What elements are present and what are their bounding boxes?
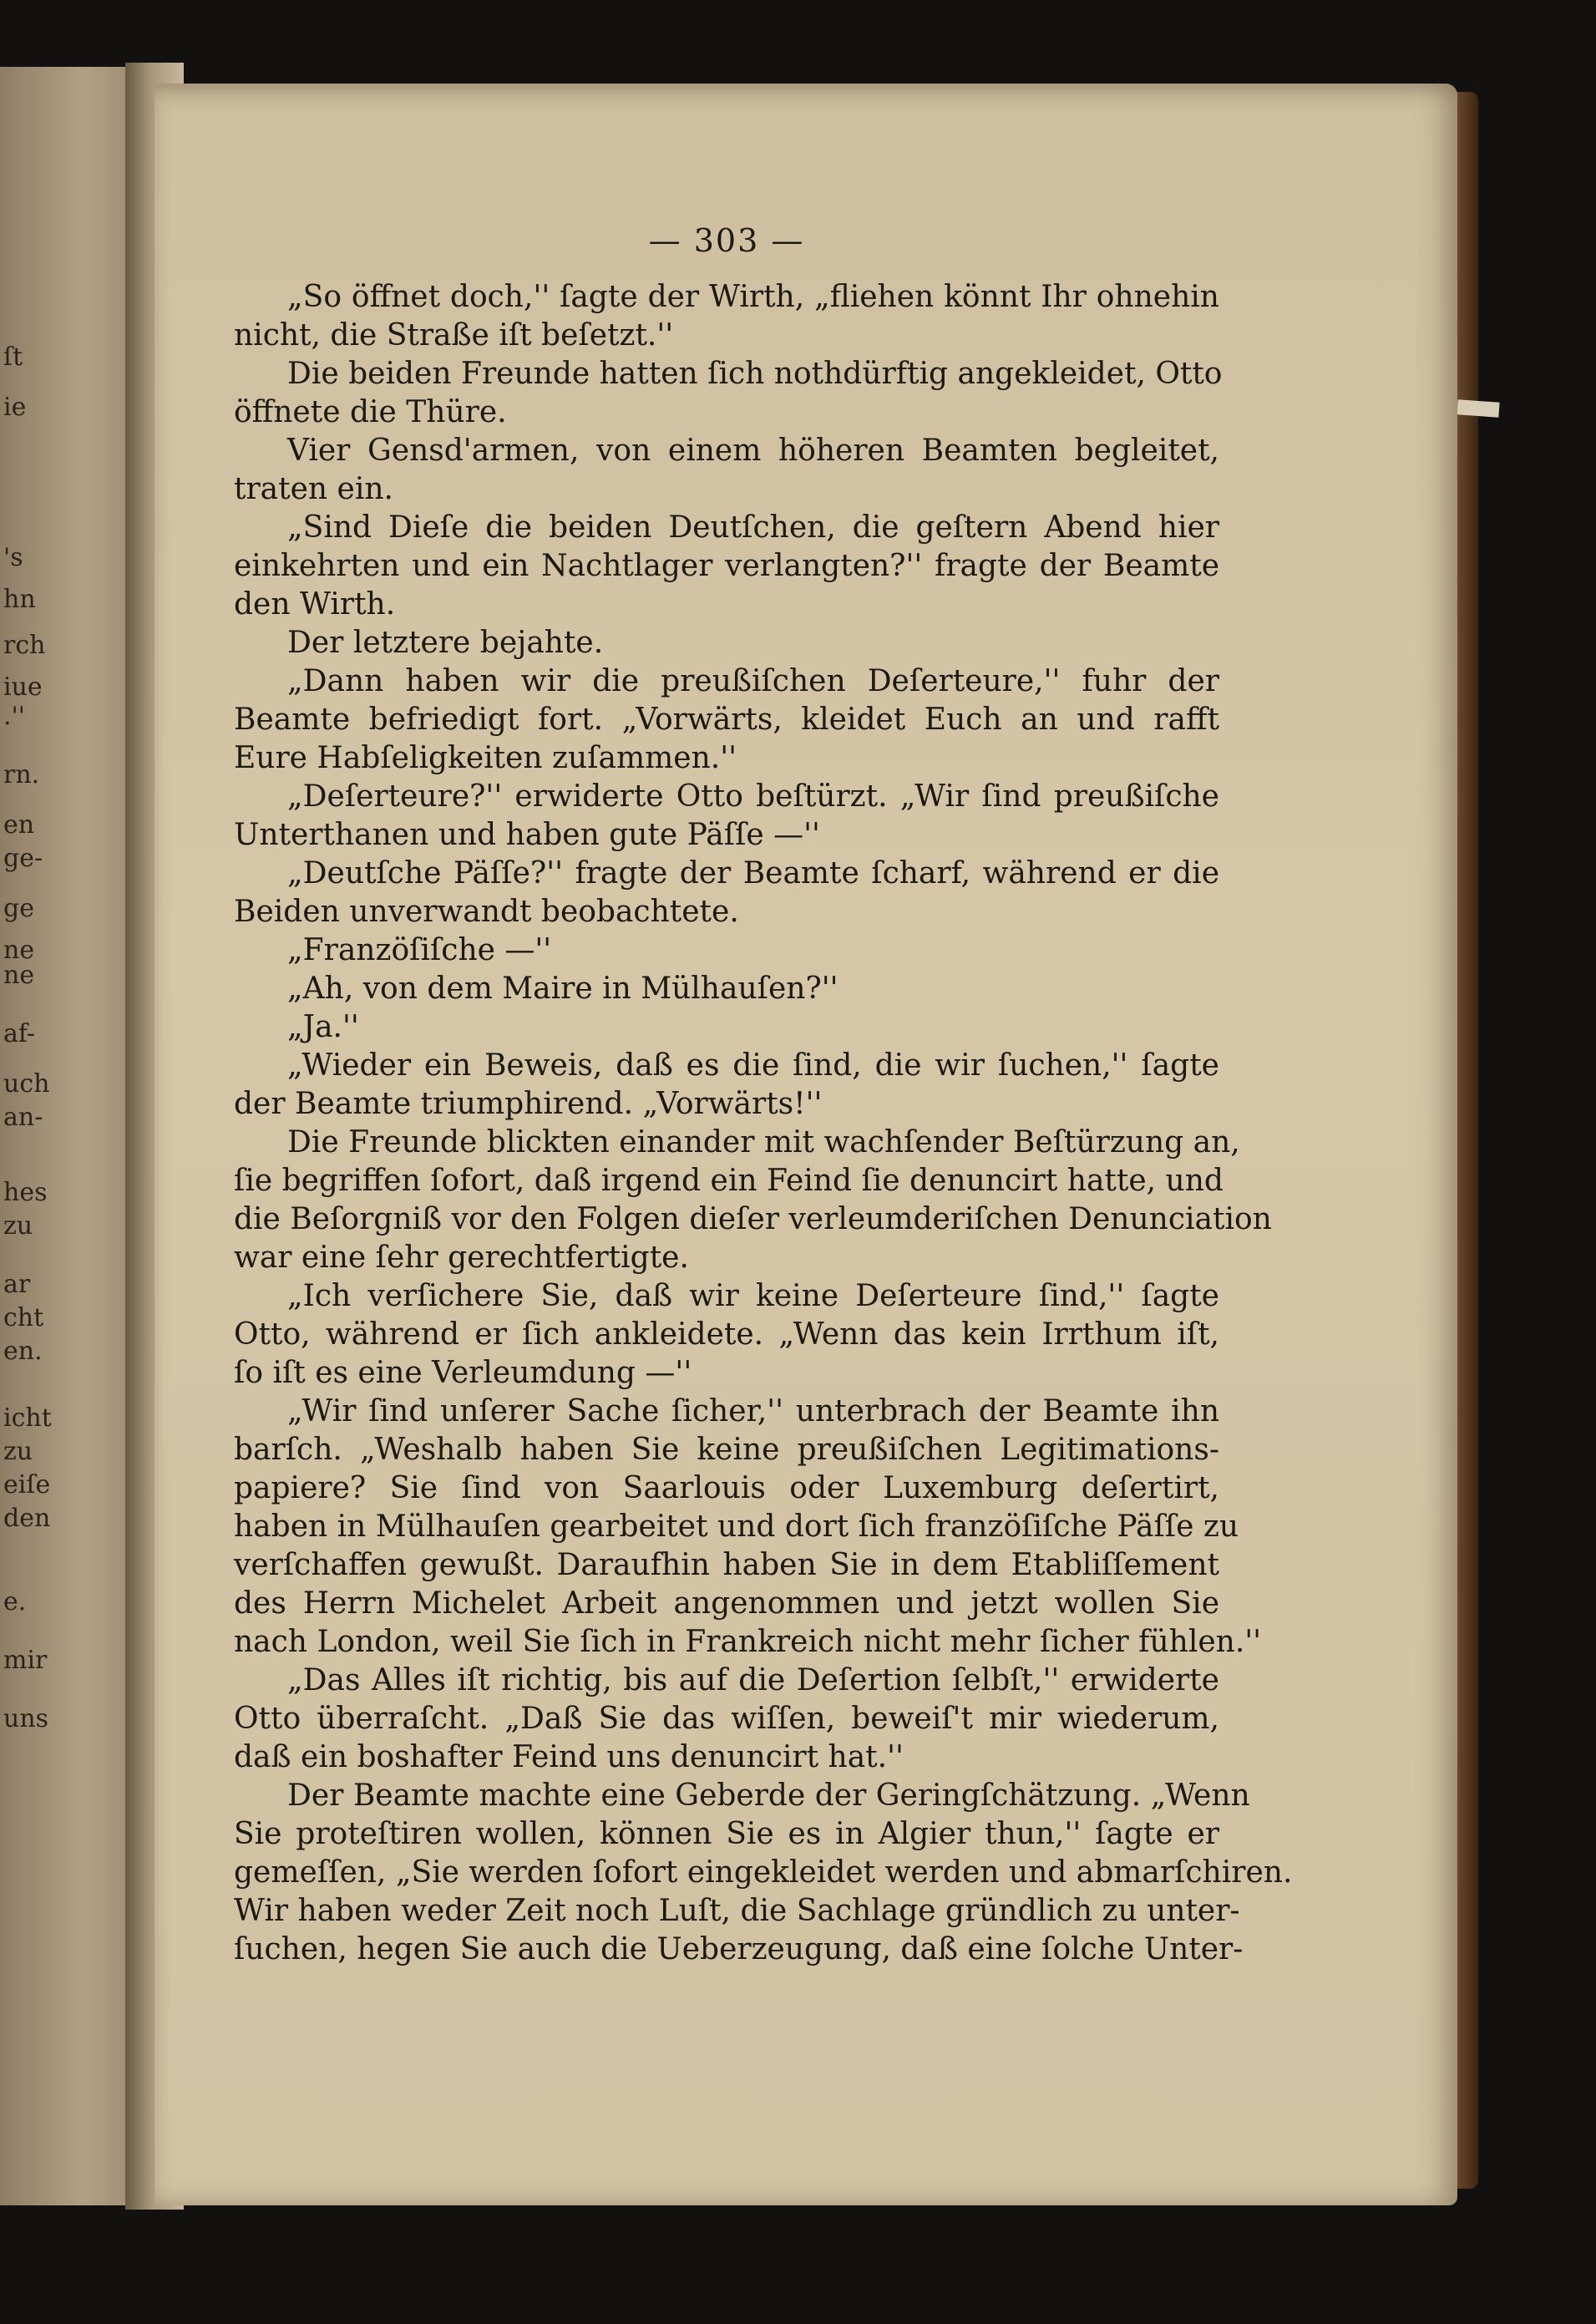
text-line: Beiden unverwandt beobachtete. [234, 895, 739, 929]
text-line: war eine ſehr gerechtfertigte. [234, 1241, 689, 1275]
text-line: des Herrn Michelet Arbeit angenommen und jetzt wollen Sie [234, 1586, 1219, 1621]
text-line: Sie proteſtiren wollen, können Sie es in Algier thun,'' ſagte er [234, 1817, 1219, 1851]
text-line: haben in Mülhauſen gearbeitet und dort ſich franzöſiſche Päſſe zu [234, 1510, 1239, 1544]
text-line: Die beiden Freunde hatten ſich nothdürftig angekleidet, Otto [287, 357, 1223, 391]
text-line: verſchaffen gewußt. Daraufhin haben Sie in dem Etabliſſement [234, 1548, 1219, 1582]
text-line: Der Beamte machte eine Geberde der Geringſchätzung. „Wenn [287, 1779, 1250, 1813]
text-line: den Wirth. [234, 587, 396, 622]
text-line: daß ein boshafter Feind uns denuncirt hat.'' [234, 1740, 904, 1774]
text-line: „So öffnet doch,'' ſagte der Wirth, „fliehen könnt Ihr ohnehin [287, 280, 1219, 314]
previous-page-fragment: hn [3, 585, 36, 614]
page-number: — 303 — [648, 222, 805, 259]
previous-page-fragment: e. [3, 1587, 27, 1616]
text-line: „Deſerteure?'' erwiderte Otto beſtürzt. „Wir ſind preußiſche [287, 779, 1219, 814]
text-line: die Beſorgniß vor den Folgen dieſer verleumderiſchen Denunciation [234, 1202, 1272, 1236]
paper-slip [1457, 399, 1499, 417]
text-line: „Das Alles iſt richtig, bis auf die Deſertion ſelbſt,'' erwiderte [287, 1663, 1219, 1697]
text-line: „Ja.'' [287, 1010, 359, 1044]
previous-page-fragment: icht [3, 1403, 52, 1433]
text-line: „Deutſche Päſſe?'' fragte der Beamte ſcharf, während er die [287, 856, 1219, 891]
previous-page-fragment: ge [3, 894, 34, 923]
previous-page-fragment: an- [3, 1103, 43, 1132]
text-line: einkehrten und ein Nachtlager verlangten?'' fragte der Beamte [234, 549, 1219, 583]
text-line: Otto überraſcht. „Daß Sie das wiſſen, beweiſ't mir wiederum, [234, 1702, 1219, 1736]
text-line: „Ich verſichere Sie, daß wir keine Deſerteure ſind,'' ſagte [287, 1279, 1219, 1313]
previous-page-fragment: ne [3, 936, 35, 965]
text-line: Wir haben weder Zeit noch Luſt, die Sachlage gründlich zu unter- [234, 1894, 1240, 1928]
previous-page-fragment: ar [3, 1270, 31, 1299]
text-line: ſie begriffen ſofort, daß irgend ein Feind ſie denuncirt hatte, und [234, 1164, 1224, 1198]
previous-page-fragment: rn. [3, 760, 40, 789]
text-line: „Sind Dieſe die beiden Deutſchen, die geſtern Abend hier [287, 510, 1219, 545]
previous-page-fragment: en. [3, 1337, 43, 1366]
previous-page-fragment: cht [3, 1303, 44, 1332]
previous-page-fragment: eiſe [3, 1470, 51, 1499]
text-line: nach London, weil Sie ſich in Frankreich nicht mehr ſicher fühlen.'' [234, 1625, 1262, 1659]
text-line: Unterthanen und haben gute Päſſe —'' [234, 818, 820, 852]
previous-page-fragment: rch [3, 631, 46, 660]
text-line: „Wieder ein Beweis, daß es die ſind, die wir ſuchen,'' ſagte [287, 1048, 1219, 1083]
text-line: Beamte befriedigt fort. „Vorwärts, kleidet Euch an und rafft [234, 703, 1219, 737]
text-line: gemeſſen, „Sie werden ſofort eingekleidet werden und abmarſchiren. [234, 1855, 1293, 1890]
previous-page-fragment: .'' [3, 702, 26, 731]
previous-page-fragment: ſt [3, 343, 23, 372]
text-line: Die Freunde blickten einander mit wachſender Beſtürzung an, [287, 1125, 1240, 1159]
text-lines [234, 278, 1293, 1969]
text-line: barſch. „Weshalb haben Sie keine preußiſchen Legitimations- [234, 1433, 1219, 1467]
previous-page-fragment: iue [3, 672, 43, 702]
text-line: Vier Gensd'armen, von einem höheren Beamten begleitet, [287, 434, 1219, 468]
previous-page-fragment: den [3, 1504, 51, 1533]
text-line: Der letztere bejahte. [287, 626, 604, 660]
previous-page-fragment: uns [3, 1704, 49, 1733]
previous-page-fragment: zu [3, 1211, 33, 1241]
text-line: „Dann haben wir die preußiſchen Deſerteure,'' fuhr der [287, 664, 1219, 698]
previous-page-fragment: 's [3, 543, 23, 572]
previous-page-fragment: ge- [3, 844, 43, 873]
text-line: ſuchen, hegen Sie auch die Ueberzeugung, daß eine ſolche Unter- [234, 1932, 1244, 1966]
text-line: der Beamte triumphirend. „Vorwärts!'' [234, 1087, 823, 1121]
page-text [234, 221, 1293, 1969]
text-line: traten ein. [234, 472, 393, 506]
previous-page-fragment: af- [3, 1019, 36, 1048]
previous-page-fragment: hes [3, 1178, 48, 1207]
text-line: papiere? Sie ſind von Saarlouis oder Luxemburg deſertirt, [234, 1471, 1219, 1505]
previous-page-fragment: ie [3, 393, 27, 422]
previous-page-fragment: en [3, 810, 35, 840]
previous-page-fragment: mir [3, 1646, 48, 1675]
text-line: „Franzöſiſche —'' [287, 933, 552, 967]
previous-page-fragment: ne [3, 961, 35, 990]
text-line: öffnete die Thüre. [234, 395, 507, 429]
previous-page-edge [0, 67, 142, 2205]
text-line: Otto, während er ſich ankleidete. „Wenn das kein Irrthum iſt, [234, 1317, 1219, 1352]
text-line: Eure Habſeligkeiten zuſammen.'' [234, 741, 737, 775]
text-line: nicht, die Straße iſt beſetzt.'' [234, 318, 674, 353]
previous-page-fragment: zu [3, 1437, 33, 1466]
text-line: „Ah, von dem Maire in Mülhauſen?'' [287, 972, 839, 1006]
text-line: ſo iſt es eine Verleumdung —'' [234, 1356, 692, 1390]
previous-page-fragment: uch [3, 1069, 50, 1099]
text-line: „Wir ſind unſerer Sache ſicher,'' unterbrach der Beamte ihn [287, 1394, 1219, 1428]
